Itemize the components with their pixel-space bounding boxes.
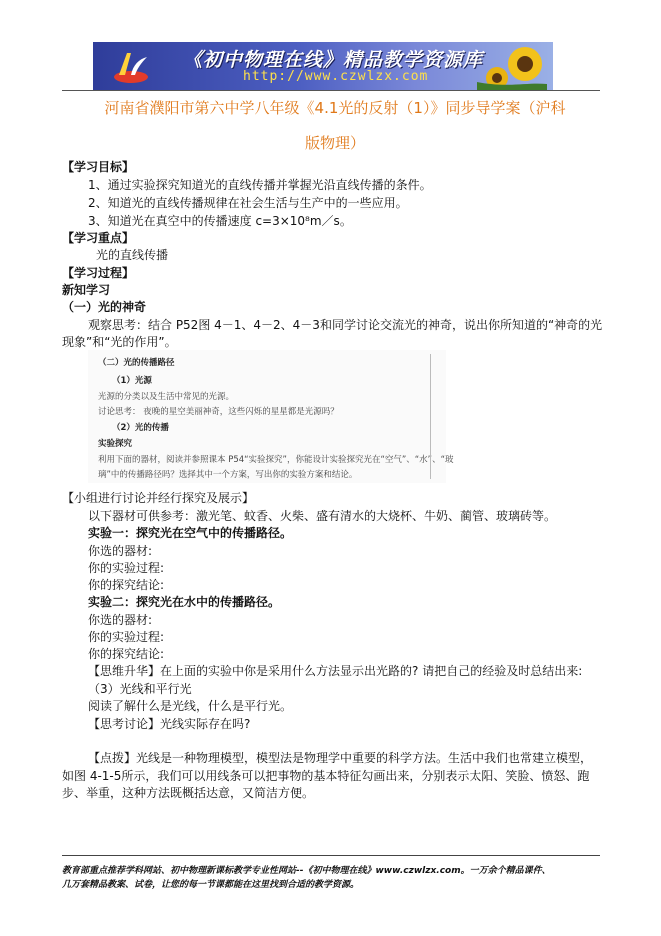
materials-text: 以下器材可供参考：激光笔、蚊香、火柴、盛有清水的大烧杯、牛奶、蔺管、玻璃砖等。 [88,509,557,523]
goal-item: 1、通过实验探究知道光的直线传播并掌握光沿直线传播的条件。 [88,178,432,192]
footer-divider [62,855,600,856]
banner-title: 《初中物理在线》精品教学资源库 [183,49,484,71]
experiment-1-title: 实验一：探究光在空气中的传播路径。 [88,526,293,540]
field-process: 你的实验过程: [88,561,165,575]
tip-text-continued: 如图 4-1-5所示，我们可以用线条可以把事物的基本特征勾画出来，分别表示太阳、笑脸、愤怒、跑 [62,769,590,783]
field-conclusion: 你的探究结论: [88,578,165,592]
page-title-continued: 版物理） [304,134,365,152]
header-banner [93,42,553,90]
goals-heading: 【学习目标】 [62,160,135,174]
focus-text: 光的直线传播 [96,248,169,262]
banner-url[interactable]: http://www.czwlzx.com [243,69,429,84]
excerpt-subheading: 实验探究 [98,439,133,449]
thinking-upgrade-text: 在上面的实验中你是采用什么方法显示出光路的? 请把自己的经验及时总结出来: [160,664,583,678]
observe-text-continued: 现象”和“光的作用”。 [62,335,177,349]
excerpt-text: 利用下面的器材，阅读并参照课本 P54“实验探究”，你能设计实验探究光在“空气”、“水”、“玻 [98,455,454,465]
field-equipment: 你选的器材: [88,544,153,558]
field-conclusion: 你的探究结论: [88,647,165,661]
excerpt-subheading: （2）光的传播 [112,423,169,433]
group-heading: 【小组进行讨论并经行探究及展示】 [62,491,255,505]
excerpt-heading: （二）光的传播路径 [98,358,175,368]
excerpt-divider [430,354,431,479]
process-heading: 【学习过程】 [62,266,135,280]
section-heading: （一）光的神奇 [62,300,147,314]
goal-item: 2、知道光的直线传播规律在社会生活与生产中的一些应用。 [88,196,408,210]
header-divider [62,90,600,91]
excerpt-text: 讨论思考： 夜晚的星空美丽神奇，这些闪烁的星星都是光源吗？ [98,407,339,417]
rays-discussion: 【思考讨论】光线实际存在吗? [88,717,251,731]
page-title: 河南省濮阳市第六中学八年级《4.1光的反射（1）》同步导学案（沪科 [104,99,566,117]
field-process: 你的实验过程: [88,630,165,644]
thinking-upgrade-label: 【思维升华】 [88,664,161,678]
rays-heading: （3）光线和平行光 [88,682,192,696]
textbook-excerpt-image [88,350,454,483]
site-logo-icon [111,47,151,85]
new-learning-label: 新知学习 [62,283,111,297]
rays-text: 阅读了解什么是光线，什么是平行光。 [88,699,293,713]
field-equipment: 你选的器材: [88,613,153,627]
excerpt-text: 光源的分类以及生活中常见的光源。 [98,392,235,402]
observe-text: 观察思考：结合 P52图 4－1、4－2、4－3和同学讨论交流光的神奇，说出你所知道的“神奇的光 [88,318,603,332]
focus-heading: 【学习重点】 [62,231,135,245]
footer-text: 教育部重点推荐学科网站、初中物理新课标教学专业性网站--《初中物理在线》www.czwlzx.com。一万余个精品课件、 [62,866,551,876]
footer-text-continued: 几万套精品教案、试卷，让您的每一节课都能在这里找到合适的教学资源。 [62,880,360,890]
tip-text-continued: 步、举重，这种方法既概括达意，又简洁方便。 [62,786,315,800]
excerpt-text: 璃”中的传播路径吗？选择其中一个方案，写出你的实验方案和结论。 [98,470,358,480]
tip-text: 【点拨】光线是一种物理模型，模型法是物理学中重要的科学方法。生活中我们也常建立模型， [88,751,593,765]
sunflower-icon [477,44,547,90]
goal-item: 3、知道光在真空中的传播速度 c=3×10⁸m／s。 [88,214,352,228]
thinking-upgrade [88,664,582,679]
experiment-2-title: 实验二：探究光在水中的传播路径。 [88,595,281,609]
excerpt-subheading: （1）光源 [112,376,152,386]
